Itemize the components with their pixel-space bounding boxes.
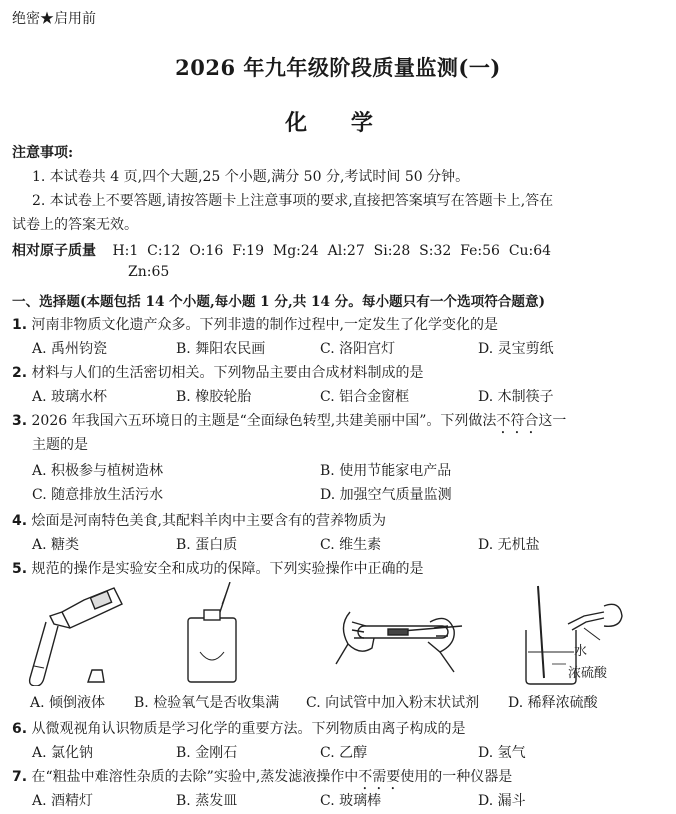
question-text: 从微观视角认识物质是学习化学的重要方法。下列物质由离子构成的是 [31,721,466,737]
question-text: 烩面是河南特色美食,其配料羊肉中主要含有的营养物质为 [31,513,386,529]
question-4 [12,510,386,530]
option-d: D. 稀释浓硫酸 [508,695,598,711]
option-b: B. 舞阳农民画 [176,341,266,357]
option-c: C. 乙醇 [320,745,368,761]
question-number: 6. [12,721,28,737]
option-a: A. 酒精灯 [32,793,94,809]
option-a: A. 玻璃水杯 [32,389,108,405]
question-text: 规范的操作是实验安全和成功的保障。下列实验操作中正确的是 [31,561,424,577]
question-text: 2026 年我国六五环境日的主题是“全面绿色转型,共建美丽中国”。下列做法 [31,413,497,429]
figure-dilute-acid [512,582,632,686]
option-c: C. 随意排放生活污水 [32,487,164,503]
confidential-mark: 绝密★启用前 [12,11,96,27]
question-7 [12,766,512,793]
question-text: 河南非物质文化遗产众多。下列非遗的制作过程中,一定发生了化学变化的是 [31,317,498,333]
question-text: 材料与人们的生活密切相关。下列物品主要由合成材料制成的是 [31,365,424,381]
emphasized-text: 不需要 [358,769,401,785]
option-b: B. 使用节能家电产品 [320,463,452,479]
option-b: B. 金刚石 [176,745,238,761]
figure-oxygen-check [178,582,248,686]
option-c: C. 铝合金窗框 [320,389,410,405]
emphasized-text: 不符合 [496,413,539,429]
option-d: D. 氢气 [478,745,526,761]
option-c: C. 玻璃棒 [320,793,382,809]
note-item-2: 2. 本试卷上不要答题,请按答题卡上注意事项的要求,直接把答案填写在答题卡上,答在 [32,193,554,209]
option-d: D. 灵宝剪纸 [478,341,554,357]
question-number: 3. [12,413,28,429]
notes-heading: 注意事项: [12,145,74,161]
option-b: B. 检验氧气是否收集满 [134,695,280,711]
note-item-2-cont: 试卷上的答案无效。 [12,217,138,233]
atomic-mass-values: H:1 C:12 O:16 F:19 Mg:24 Al:27 Si:28 S:32 Fe:56 Cu:64 [112,243,552,259]
note-item-1: 1. 本试卷共 4 页,四个大题,25 个小题,满分 50 分,考试时间 50 分钟。 [32,169,470,185]
option-d: D. 漏斗 [478,793,526,809]
question-number: 5. [12,561,28,577]
question-text-tail: 这一 [538,413,567,429]
option-b: B. 蛋白质 [176,537,238,553]
question-text-tail: 使用的一种仪器是 [400,769,513,785]
option-d: D. 加强空气质量监测 [320,487,452,503]
figure-add-powder [330,582,470,686]
question-3 [12,410,566,437]
atomic-mass-values-cont: Zn:65 [128,264,170,280]
option-a: A. 禹州钧瓷 [32,341,108,357]
figure-pour-liquid [22,582,142,686]
option-c: C. 洛阳宫灯 [320,341,396,357]
atomic-mass-row [12,240,551,260]
option-a: A. 糖类 [32,537,80,553]
label-water: 水 [574,644,588,659]
subject-title: 化 学 [285,110,391,136]
question-number: 2. [12,365,28,381]
question-1 [12,314,498,334]
option-c: C. 向试管中加入粉末状试剂 [306,695,480,711]
option-a: A. 倾倒液体 [30,695,106,711]
question-text-cont: 主题的是 [32,437,88,453]
label-concentrated-acid: 浓硫酸 [568,666,608,681]
atomic-mass-label: 相对原子质量 [12,243,96,259]
exam-title: 2026 年九年级阶段质量监测(一) [175,55,501,80]
option-b: B. 蒸发皿 [176,793,238,809]
option-c: C. 维生素 [320,537,382,553]
question-number: 1. [12,317,28,333]
section-heading: 一、选择题(本题包括 14 个小题,每小题 1 分,共 14 分。每小题只有一个选项符合题意) [12,294,546,310]
question-number: 7. [12,769,28,785]
option-a: A. 氯化钠 [32,745,94,761]
question-6 [12,718,466,738]
question-2 [12,362,424,382]
option-b: B. 橡胶轮胎 [176,389,252,405]
option-d: D. 木制筷子 [478,389,554,405]
question-text: 在“粗盐中难溶性杂质的去除”实验中,蒸发滤液操作中 [31,769,359,785]
question-number: 4. [12,513,28,529]
option-d: D. 无机盐 [478,537,540,553]
question-5 [12,558,424,578]
option-a: A. 积极参与植树造林 [32,463,164,479]
